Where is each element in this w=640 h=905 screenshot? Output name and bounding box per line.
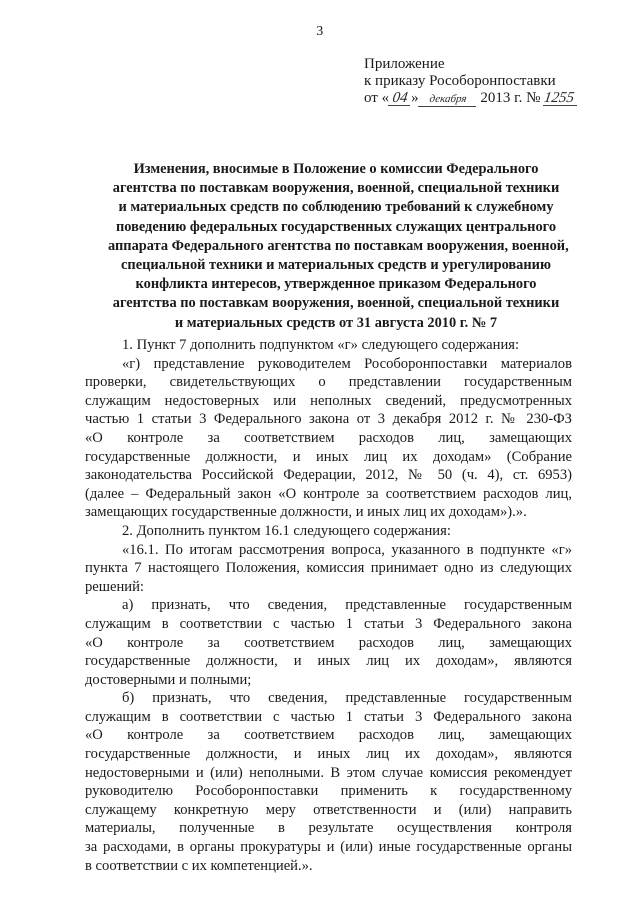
body-line: государственные должности, и иных лиц их доходам» (Собрание [85,448,572,465]
body-line: достоверными и полными; [85,671,252,688]
body-line: за расходами, в органы прокуратуры и (или) иные государственные органы [85,839,572,856]
body-line: служащим в соответствии с частью 1 статьи 3 Федерального закона [85,708,572,725]
body-line: 2. Дополнить пунктом 16.1 следующего содержания: [122,522,451,539]
body-line: служащему конкретную меру ответственности и (или) направить [85,801,572,818]
title-line: агентства по поставкам вооружения, военной, специальной техники [112,295,560,312]
body-line: «г) представление руководителем Рособоронпоставки материалов [122,355,572,372]
body-line: «О контроле за соответствием расходов лиц, замещающих [85,429,572,446]
appendix-header [364,56,634,107]
body-line: в соответствии с их компетенцией.». [85,857,313,874]
body-line: «16.1. По итогам рассмотрения вопроса, указанного в подпункте «г» [122,541,572,558]
body-line: служащим в соответствии с частью 1 статьи 3 Федерального закона [85,615,572,632]
date-suffix: 2013 г. № [480,90,541,106]
page-number: 3 [316,24,324,39]
body-line: (далее – Федеральный закон «О контроле за соответствием расходов лиц, [85,485,572,502]
document-body [85,336,572,875]
title-line: поведению федеральных государственных служащих центрального [115,218,557,235]
body-line: частью 1 статьи 3 Федерального закона от 3 декабря 2012 г. № 230-ФЗ [85,411,572,428]
body-line: «О контроле за соответствием расходов лиц, замещающих [85,727,572,744]
title-line: агентства по поставкам вооружения, военной, специальной техники [112,180,560,197]
handwritten-day: 04 [388,91,412,106]
body-line: материалы, полученные в результате осуществления контроля [85,820,572,837]
title-line: аппарата Федерального агентства по поставкам вооружения, военной, [108,237,569,254]
body-line: руководителю Рособоронпоставки применить к государственному [85,783,572,800]
body-line: служащим недостоверных или неполных сведений, предусмотренных [85,392,572,409]
body-line: недостоверными и (или) неполными. В этом случае комиссия рекомендует [85,764,572,781]
body-line: «О контроле за соответствием расходов лиц, замещающих [85,634,572,651]
document-title [108,160,569,333]
body-line: государственные должности, и иных лиц их доходам», являются [85,746,572,763]
handwritten-order-number: 1255 [543,91,579,106]
body-line: пункта 7 настоящего Положения, комиссия принимает одно из следующих [85,560,572,577]
title-line: Изменения, вносимые в Положение о комиссии Федерального [133,161,539,177]
body-line: замещающих государственные должности, и иных лиц их доходам»).». [85,504,527,521]
date-prefix: от « [364,90,390,106]
handwritten-month: декабря [418,92,478,107]
body-line: б) признать, что сведения, представленные государственным [122,690,572,707]
appendix-order-reference: к приказу Рособоронпоставки [364,73,556,89]
title-line: конфликта интересов, утвержденное приказом Федерального [135,276,537,293]
body-line: 1. Пункт 7 дополнить подпунктом «г» следующего содержания: [122,337,520,353]
date-quote: » [411,90,419,106]
body-line: проверки, свидетельствующих о представлении государственным [85,374,572,391]
body-line: законодательства Российской Федерации, 2012, № 50 (ч. 4), ст. 6953) [85,467,572,484]
title-line: и материальных средств по соблюдению требований к служебному [118,199,554,216]
body-line: а) признать, что сведения, представленные государственным [122,597,572,614]
title-line: специальной техники и материальных средств и урегулированию [121,257,551,274]
appendix-label: Приложение [364,56,445,72]
appendix-date-line [364,90,634,107]
body-line: решений: [85,578,144,595]
title-line: и материальных средств от 31 августа 2010 г. № 7 [174,314,498,331]
body-line: государственные должности, и иных лиц их доходам», являются [85,653,572,670]
